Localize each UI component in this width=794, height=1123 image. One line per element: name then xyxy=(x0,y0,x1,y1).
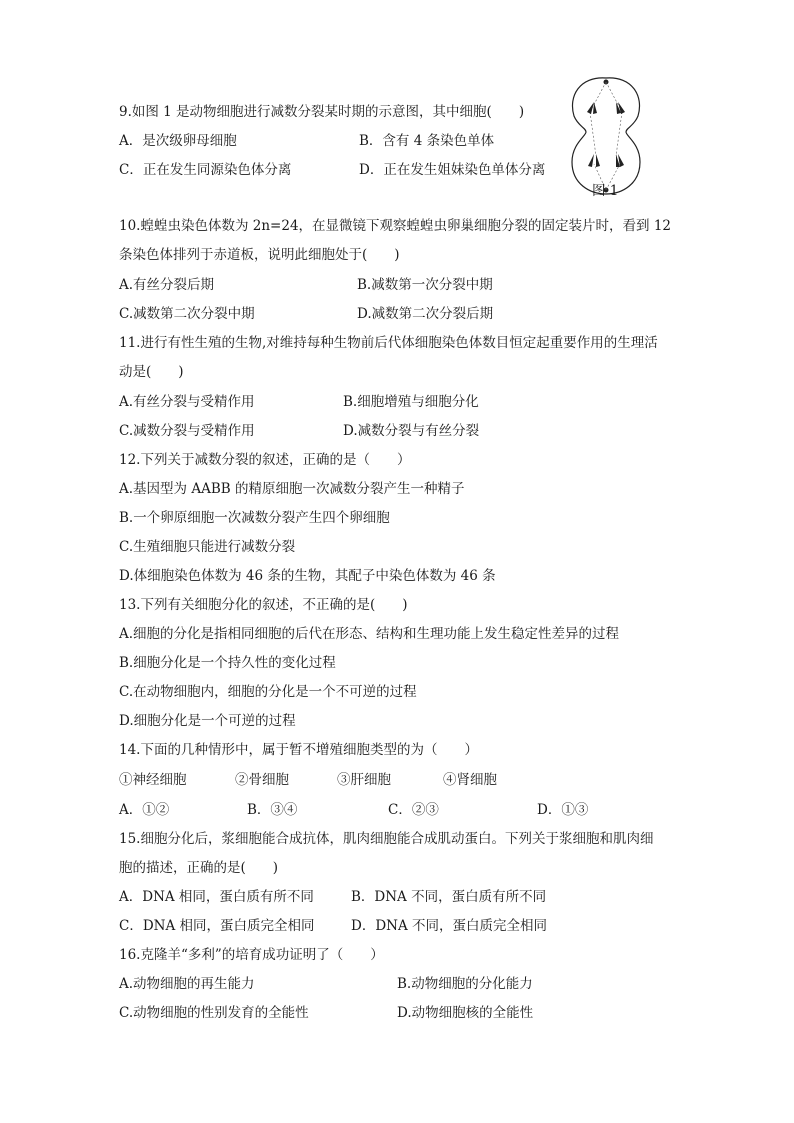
q11-option-c: C.减数分裂与受精作用 xyxy=(119,423,255,439)
q14-item-4: ④肾细胞 xyxy=(443,772,497,788)
q9-option-c: C．正在发生同源染色体分离 xyxy=(119,162,292,178)
q16-option-c: C.动物细胞的性别发育的全能性 xyxy=(119,1005,309,1021)
q13-option-d: D.细胞分化是一个可逆的过程 xyxy=(119,713,296,729)
q10-option-b: B.减数第一次分裂中期 xyxy=(357,277,493,293)
q9-option-d: D．正在发生姐妹染色单体分离 xyxy=(359,162,546,178)
q13-stem: 13.下列有关细胞分化的叙述，不正确的是( ) xyxy=(119,597,408,613)
q16-option-a: A.动物细胞的再生能力 xyxy=(119,976,255,992)
q14-item-2: ②骨细胞 xyxy=(235,772,289,788)
q12-option-c: C.生殖细胞只能进行减数分裂 xyxy=(119,539,296,555)
q14-stem: 14.下面的几种情形中，属于暂不增殖细胞类型的为（ ） xyxy=(119,742,478,758)
q11-option-d: D.减数分裂与有丝分裂 xyxy=(343,423,480,439)
q14-option-d: D．①③ xyxy=(537,802,589,818)
q15-stem-line2: 胞的描述，正确的是( ) xyxy=(119,860,279,876)
q12-stem: 12.下列关于减数分裂的叙述，正确的是（ ） xyxy=(119,452,411,468)
q11-option-b: B.细胞增殖与细胞分化 xyxy=(343,394,479,410)
spindle-fibers xyxy=(590,82,622,190)
cell-division-figure xyxy=(560,68,652,198)
chromosomes-lower xyxy=(588,154,624,167)
q11-stem-line2: 动是( ) xyxy=(119,364,184,380)
chromosomes-upper xyxy=(587,102,625,114)
q12-option-a: A.基因型为 AABB 的精原细胞一次减数分裂产生一种精子 xyxy=(119,481,465,497)
q9-option-b: B．含有 4 条染色单体 xyxy=(359,133,495,149)
q12-option-b: B.一个卵原细胞一次减数分裂产生四个卵细胞 xyxy=(119,510,390,526)
q14-option-c: C．②③ xyxy=(388,802,439,818)
q12-option-d: D.体细胞染色体数为 46 条的生物，其配子中染色体数为 46 条 xyxy=(119,568,496,584)
q15-stem-line1: 15.细胞分化后，浆细胞能合成抗体，肌肉细胞能合成肌动蛋白。下列关于浆细胞和肌肉细 xyxy=(119,831,654,847)
q13-option-a: A.细胞的分化是指相同细胞的后代在形态、结构和生理功能上发生稳定性差异的过程 xyxy=(119,626,620,642)
q15-option-c: C．DNA 相同，蛋白质完全相同 xyxy=(119,918,315,934)
cell-outline xyxy=(572,78,640,194)
q9-stem: 9.如图 1 是动物细胞进行减数分裂某时期的示意图，其中细胞( ) xyxy=(119,104,525,120)
q11-stem-line1: 11.进行有性生殖的生物,对维持每种生物前后代体细胞染色体数目恒定起重要作用的生理活 xyxy=(119,335,658,351)
q10-option-d: D.减数第二次分裂后期 xyxy=(357,306,494,322)
q10-stem-line2: 条染色体排列于赤道板，说明此细胞处于( ) xyxy=(119,247,400,263)
q15-option-d: D．DNA 不同，蛋白质完全相同 xyxy=(351,918,548,934)
q15-option-b: B．DNA 不同，蛋白质有所不同 xyxy=(351,889,547,905)
q15-option-a: A．DNA 相同，蛋白质有所不同 xyxy=(119,889,314,905)
q10-option-c: C.减数第二次分裂中期 xyxy=(119,306,255,322)
q13-option-c: C.在动物细胞内，细胞的分化是一个不可逆的过程 xyxy=(119,684,417,700)
q13-option-b: B.细胞分化是一个持久性的变化过程 xyxy=(119,655,336,671)
q10-option-a: A.有丝分裂后期 xyxy=(119,277,215,293)
q9-option-a: A．是次级卵母细胞 xyxy=(119,133,237,149)
q11-option-a: A.有丝分裂与受精作用 xyxy=(119,394,255,410)
q16-stem: 16.克隆羊“多利”的培育成功证明了（ ） xyxy=(119,947,384,963)
q14-item-1: ①神经细胞 xyxy=(119,772,187,788)
q14-option-a: A．①② xyxy=(119,802,170,818)
q16-option-d: D.动物细胞核的全能性 xyxy=(397,1005,534,1021)
q10-stem-line1: 10.蝗蝗虫染色体数为 2n=24，在显微镜下观察蝗蝗虫卵巢细胞分裂的固定装片时，看到 12 xyxy=(119,218,672,234)
q16-option-b: B.动物细胞的分化能力 xyxy=(397,976,533,992)
figure-caption: 图 1 xyxy=(592,183,619,199)
q14-item-3: ③肝细胞 xyxy=(337,772,391,788)
q14-option-b: B．③④ xyxy=(247,802,298,818)
